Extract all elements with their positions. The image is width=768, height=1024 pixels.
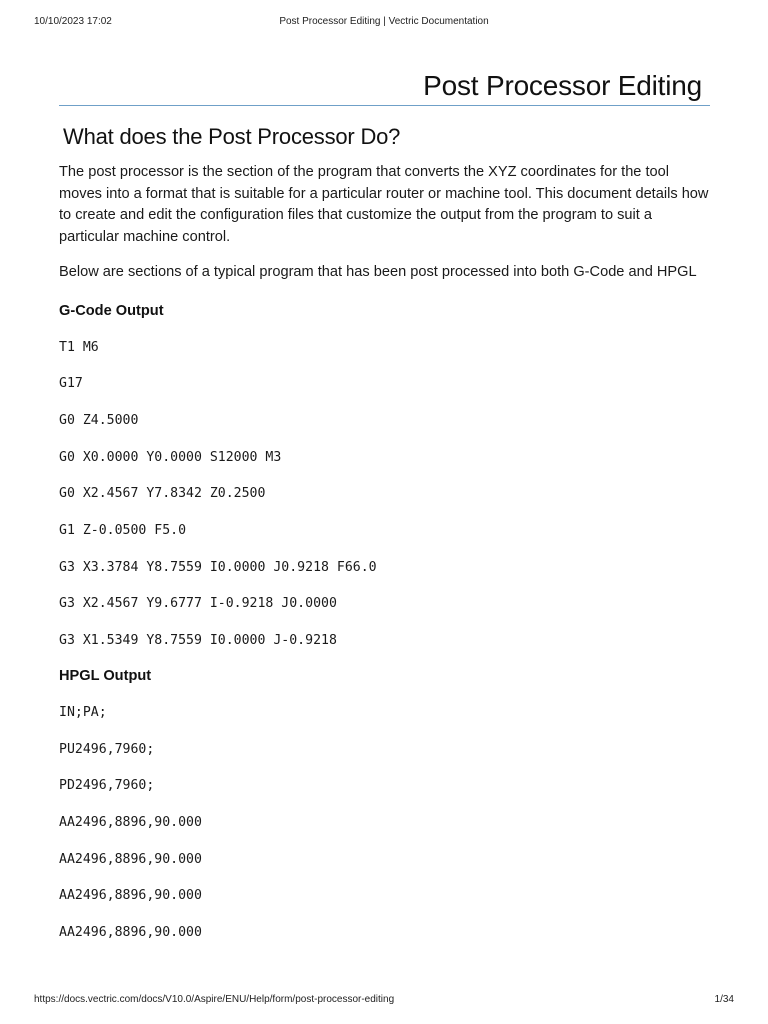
code-line: G3 X1.5349 Y8.7559 I0.0000 J-0.9218 [59, 633, 337, 648]
page-indicator: 1/34 [714, 994, 734, 1005]
print-doc-title: Post Processor Editing | Vectric Documentation [279, 16, 489, 27]
code-line: T1 M6 [59, 339, 99, 355]
hpgl-section [59, 665, 709, 944]
hpgl-heading: HPGL Output [59, 668, 152, 684]
section-heading: What does the Post Processor Do? [63, 124, 401, 149]
code-line: G17 [59, 376, 83, 392]
code-line: G0 X0.0000 Y0.0000 S12000 M3 [59, 449, 282, 465]
code-line: G0 X2.4567 Y7.8342 Z0.2500 [59, 486, 266, 502]
code-line: PU2496,7960; [59, 741, 155, 757]
print-url: https://docs.vectric.com/docs/V10.0/Aspire/ENU/Help/form/post-processor-editing [34, 994, 395, 1005]
code-line: G1 Z-0.0500 F5.0 [59, 522, 187, 538]
code-line: G3 X3.3784 Y8.7559 I0.0000 J0.9218 F66.0 [59, 559, 377, 575]
code-line: AA2496,8896,90.000 [59, 888, 202, 904]
print-header [34, 16, 734, 30]
code-line: G0 Z4.5000 [59, 412, 139, 428]
page-title: Post Processor Editing [423, 70, 702, 101]
gcode-section [59, 300, 709, 653]
example-paragraph: Below are sections of a typical program that has been post processed into both G-Code and HPGL [59, 264, 697, 280]
print-footer [34, 994, 734, 1008]
gcode-lines [59, 337, 709, 653]
code-line: PD2496,7960; [59, 778, 155, 794]
print-datetime: 10/10/2023 17:02 [34, 16, 112, 27]
main-content [59, 162, 709, 959]
gcode-heading: G-Code Output [59, 302, 164, 319]
title-divider [59, 105, 710, 106]
code-line: AA2496,8896,90.000 [59, 815, 202, 831]
intro-paragraph: The post processor is the section of the program that converts the XYZ coordinates for the tool moves into a format that is suitable for a particular router or machine tool. This document details how to create and edit the configuration files that customize the output from the program to suit a particular machine control. [59, 164, 709, 245]
hpgl-lines [59, 702, 709, 944]
code-line: G3 X2.4567 Y9.6777 I-0.9218 J0.0000 [59, 596, 337, 612]
code-line: AA2496,8896,90.000 [59, 925, 202, 941]
code-line: AA2496,8896,90.000 [59, 851, 202, 867]
code-line: IN;PA; [59, 705, 107, 720]
